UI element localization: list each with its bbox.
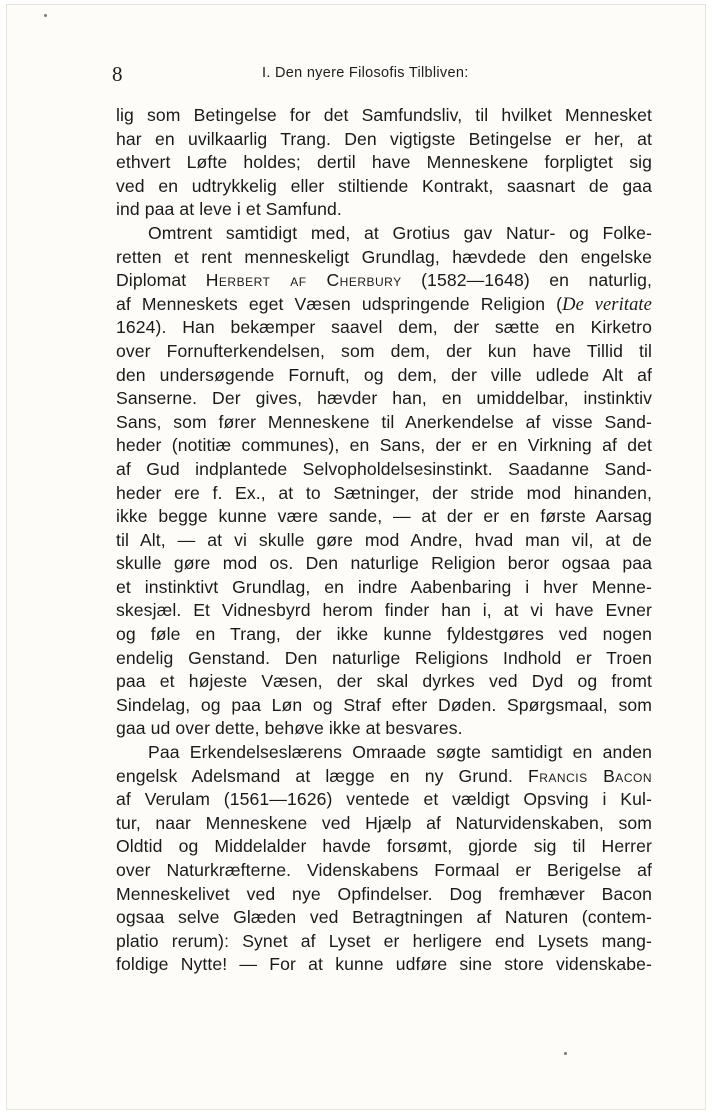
- paragraph: [116, 222, 652, 741]
- text-line: Oldtid og Middelalder havde forsømt, gjorde sig til Herrer: [116, 836, 652, 857]
- paper-speck: [44, 14, 47, 17]
- text-line: over Naturkræfterne. Videnskabens Formaal er Berigelse af: [116, 860, 652, 880]
- running-head: I. Den nyere Filosofis Tilbliven:: [262, 65, 469, 81]
- text-line: til Alt, — at vi skulle gøre mod Andre, hvad man vil, at de: [116, 529, 652, 550]
- text-line: Omtrent samtidigt med, at Grotius gav Natur- og Folke-: [148, 222, 652, 243]
- text-line: af Menneskets eget Væsen udspringende Religion (De veritate: [116, 293, 652, 315]
- text-line: af Gud indplantede Selvopholdelsesinstinkt. Saadanne Sand-: [116, 458, 652, 479]
- text-line: Paa Erkendelseslærens Omraade søgte samtidigt en anden: [148, 742, 652, 763]
- paragraph: [116, 741, 652, 977]
- text-line: skesjæl. Et Vidnesbyrd herom finder han i, at vi have Evner: [116, 600, 652, 621]
- text-line: ogsaa selve Glæden ved Betragtningen af Naturen (contem-: [116, 907, 652, 928]
- text-line: platio rerum): Synet af Lyset er herligere end Lysets mang-: [116, 930, 652, 951]
- text-line: 1624). Han bekæmper saavel dem, der sætte en Kirketro: [116, 317, 652, 338]
- text-line: ved en udtrykkelig eller stiltiende Kontrakt, saasnart de gaa: [116, 175, 652, 196]
- text-line: ikke begge kunne være sande, — at der er en første Aarsag: [116, 506, 652, 527]
- small-caps-name: Francis Bacon: [528, 765, 652, 786]
- text-line: den undersøgende Fornuft, og dem, der ville udlede Alt af: [116, 364, 652, 385]
- page-header: [112, 62, 652, 88]
- text-line: paa et højeste Væsen, der skal dyrkes ved Dyd og fromt: [116, 671, 652, 692]
- text-line: over Fornufterkendelsen, som dem, der kun have Tillid til: [116, 340, 652, 361]
- text-line: heder ere f. Ex., at to Sætninger, der stride mod hinanden,: [116, 482, 652, 503]
- text-line: Sans, som fører Menneskene til Anerkendelse af visse Sand-: [116, 411, 652, 432]
- text-line: gaa ud over dette, behøve ikke at besvares.: [116, 718, 463, 739]
- italic-title: De veritate: [562, 294, 652, 315]
- text-line: endelig Genstand. Den naturlige Religions Indhold er Troen: [116, 647, 652, 668]
- text-line: Diplomat Herbert af Cherbury (1582—1648) en naturlig,: [116, 270, 652, 291]
- text-line: ind paa at leve i et Samfund.: [116, 199, 342, 220]
- paragraph: [116, 104, 652, 222]
- text-line: Menneskelivet ved nye Opfindelser. Dog fremhæver Bacon: [116, 883, 652, 904]
- text-line: foldige Nytte! — For at kunne udføre sine store videnskabe-: [116, 954, 652, 975]
- text-line: lig som Betingelse for det Samfundsliv, til hvilket Mennesket: [116, 105, 652, 125]
- text-line: et instinktivt Grundlag, en indre Aabenbaring i hver Menne-: [116, 576, 652, 597]
- small-caps-name: Herbert af Cherbury: [205, 270, 402, 291]
- text-line: og føle en Trang, der ikke kunne fyldestgøres ved nogen: [116, 624, 652, 645]
- text-line: retten et rent menneskeligt Grundlag, hævdede den engelske: [116, 246, 652, 267]
- text-line: af Verulam (1561—1626) ventede et vældigt Opsving i Kul-: [116, 789, 652, 810]
- text-line: Sanserne. Der gives, hævder han, en umiddelbar, instinktiv: [116, 388, 652, 409]
- text-line: skulle gøre mod os. Den naturlige Religion beror ogsaa paa: [116, 553, 652, 574]
- text-line: engelsk Adelsmand at lægge en ny Grund. Francis Bacon: [116, 765, 652, 786]
- body-text: [116, 104, 652, 977]
- paper-speck: [564, 1052, 567, 1055]
- text-line: ethvert Løfte holdes; dertil have Menneskene forpligtet sig: [116, 152, 652, 173]
- text-line: har en uvilkaarlig Trang. Den vigtigste Betingelse er her, at: [116, 128, 652, 149]
- text-line: Sindelag, og paa Løn og Straf efter Døden. Spørgsmaal, som: [116, 694, 652, 715]
- page-number: 8: [112, 62, 123, 86]
- text-line: tur, naar Menneskene ved Hjælp af Naturvidenskaben, som: [116, 812, 652, 833]
- text-line: heder (notitiæ communes), en Sans, der er en Virkning af det: [116, 435, 652, 456]
